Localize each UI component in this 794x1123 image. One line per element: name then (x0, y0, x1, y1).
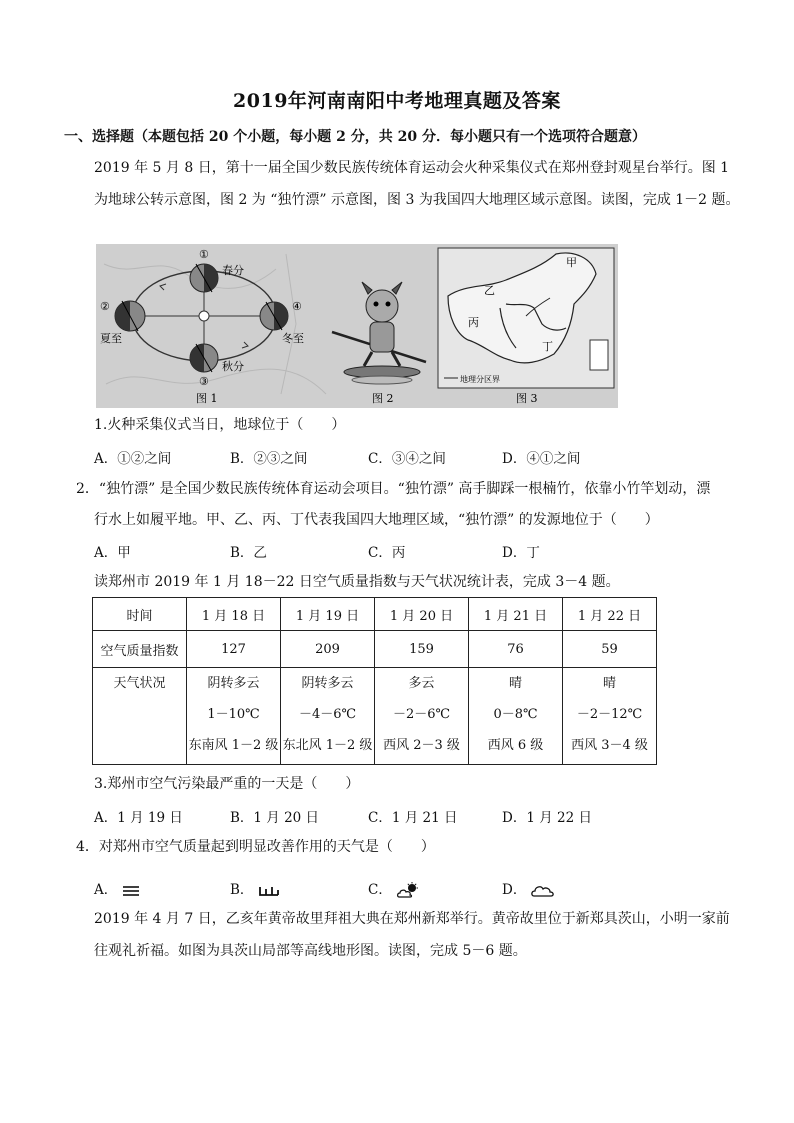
weather-cell (375, 668, 469, 765)
table-header-cell: 1 月 18 日 (187, 598, 281, 631)
weather-condition: 多云 (408, 676, 435, 691)
weather-wind: 东南风 1－2 级 (188, 738, 279, 753)
weather-condition: 晴 (508, 676, 522, 691)
weather-temperature: －4－6℃ (298, 707, 357, 722)
aqi-value-cell: 159 (375, 631, 469, 668)
weather-condition: 晴 (602, 676, 616, 691)
question-2-stem-line: 行水上如履平地。甲、乙、丙、丁代表我国四大地理区域，“独竹漂” 的发源地位于（ ） (94, 512, 659, 528)
table-header-cell: 1 月 21 日 (469, 598, 563, 631)
cloudy-icon (531, 884, 555, 898)
weather-wind: 西风 3－4 级 (571, 738, 648, 753)
aqi-label-cell: 空气质量指数 (93, 631, 187, 668)
table-header-cell: 1 月 22 日 (563, 598, 657, 631)
fig3-caption: 图 3 (516, 392, 538, 405)
partly-cloudy-icon (396, 882, 420, 900)
sandstorm-icon (258, 884, 280, 898)
fig2-caption: 图 2 (372, 392, 394, 405)
q4-option-a (94, 878, 140, 898)
q4-option-a-label: A． (94, 882, 118, 898)
q2-option-a: A．甲 (94, 545, 131, 561)
q4-option-d (502, 878, 555, 898)
air-quality-table (92, 597, 657, 765)
section-heading: 一、选择题（本题包括 20 个小题，每小题 2 分，共 20 分．每小题只有一个选项符合题意） (64, 129, 646, 145)
weather-temperature: 1－10℃ (207, 707, 260, 722)
weather-temperature: －2－6℃ (392, 707, 451, 722)
winter-solstice-label: 冬至 (282, 332, 304, 345)
region-yi-label: 乙 (484, 284, 495, 297)
figure-panel (96, 244, 618, 408)
aqi-value-cell: 127 (187, 631, 281, 668)
region-ding-label: 丁 (542, 340, 553, 353)
intro-paragraph-line: 2019 年 5 月 8 日，第十一届全国少数民族传统体育运动会火种采集仪式在郑州登封观星台举行。图 1 (94, 160, 730, 176)
weather-cell (469, 668, 563, 765)
region-jia-label: 甲 (566, 256, 577, 269)
q3-option-a: A．1 月 19 日 (94, 810, 183, 826)
earth-orbit-diagram (115, 264, 288, 372)
aqi-value-cell: 76 (469, 631, 563, 668)
spring-equinox-label: 春分 (222, 264, 244, 277)
weather-cell (187, 668, 281, 765)
fig1-caption: 图 1 (196, 392, 218, 405)
weather-cell (563, 668, 657, 765)
q2-option-b: B．乙 (230, 545, 267, 561)
pos-2-label: ② (100, 300, 110, 313)
weather-condition: 阴转多云 (207, 676, 260, 691)
pos-1-label: ① (199, 248, 209, 261)
table-header-row (93, 598, 657, 631)
weather-cell (281, 668, 375, 765)
table-row-aqi (93, 631, 657, 668)
q2-option-c: C．丙 (368, 545, 406, 561)
table-header-cell: 1 月 20 日 (375, 598, 469, 631)
aqi-value-cell: 59 (563, 631, 657, 668)
q2-option-d: D．丁 (502, 545, 540, 561)
weather-label: 天气状况 (113, 676, 166, 691)
page-title: 2019年河南南阳中考地理真题及答案 (233, 90, 561, 112)
earth-winter (260, 302, 288, 330)
q1-option-b: B．②③之间 (230, 451, 308, 467)
region-boundary-legend: 地理分区界 (460, 375, 500, 384)
aqi-value-cell: 209 (281, 631, 375, 668)
intro-paragraph-line: 2019 年 4 月 7 日，乙亥年黄帝故里拜祖大典在郑州新郑举行。黄帝故里位于新郑具茨山，小明一家前 (94, 911, 730, 927)
summer-solstice-label: 夏至 (100, 332, 122, 345)
q4-option-c (368, 878, 420, 900)
earth-summer (115, 301, 145, 331)
weather-condition: 阴转多云 (301, 676, 354, 691)
question-1-stem: 1.火种采集仪式当日，地球位于（ ） (94, 417, 346, 433)
question-4-stem: 4．对郑州市空气质量起到明显改善作用的天气是（ ） (76, 839, 435, 855)
weather-wind: 东北风 1－2 级 (282, 738, 373, 753)
weather-wind: 西风 2－3 级 (383, 738, 460, 753)
weather-wind: 西风 6 级 (487, 738, 544, 753)
q1-option-c: C．③④之间 (368, 451, 446, 467)
earth-spring (190, 264, 218, 292)
intro-paragraph-line: 往观礼祈福。如图为具茨山局部等高线地形图。读图，完成 5－6 题。 (94, 943, 527, 959)
q1-option-a: A．①②之间 (94, 451, 172, 467)
table-header-cell: 1 月 19 日 (281, 598, 375, 631)
autumn-equinox-label: 秋分 (222, 360, 244, 373)
china-regions-map (438, 248, 614, 388)
bamboo-rafting-mascot (332, 282, 426, 384)
q3-option-d: D．1 月 22 日 (502, 810, 592, 826)
figure-illustration (96, 244, 618, 408)
table-row-weather (93, 668, 657, 765)
question-3-stem: 3.郑州市空气污染最严重的一天是（ ） (94, 776, 360, 792)
table-header-cell: 时间 (93, 598, 187, 631)
weather-label-cell (93, 668, 187, 765)
region-bing-label: 丙 (468, 316, 479, 329)
q4-option-d-label: D． (502, 882, 527, 898)
table-intro: 读郑州市 2019 年 1 月 18－22 日空气质量指数与天气状况统计表，完成 3－4 题。 (94, 574, 620, 590)
earth-autumn (190, 344, 218, 372)
intro-paragraph-line: 为地球公转示意图，图 2 为 “独竹漂” 示意图，图 3 为我国四大地理区域示意图。读图，完成 1－2 题。 (94, 192, 740, 208)
q3-option-c: C．1 月 21 日 (368, 810, 458, 826)
weather-temperature: 0－8℃ (493, 707, 538, 722)
question-2-stem-line: 2．“独竹漂” 是全国少数民族传统体育运动会项目。“独竹漂” 高手脚踩一根楠竹，依靠小竹竿划动，漂 (76, 481, 711, 497)
pos-3-label: ③ (199, 375, 209, 388)
q4-option-b (230, 878, 280, 898)
fog-icon (122, 885, 140, 897)
q4-option-c-label: C． (368, 882, 392, 898)
q1-option-d: D．④①之间 (502, 451, 581, 467)
weather-temperature: －2－12℃ (576, 707, 643, 722)
pos-4-label: ④ (292, 300, 302, 313)
q3-option-b: B．1 月 20 日 (230, 810, 320, 826)
q4-option-b-label: B． (230, 882, 254, 898)
